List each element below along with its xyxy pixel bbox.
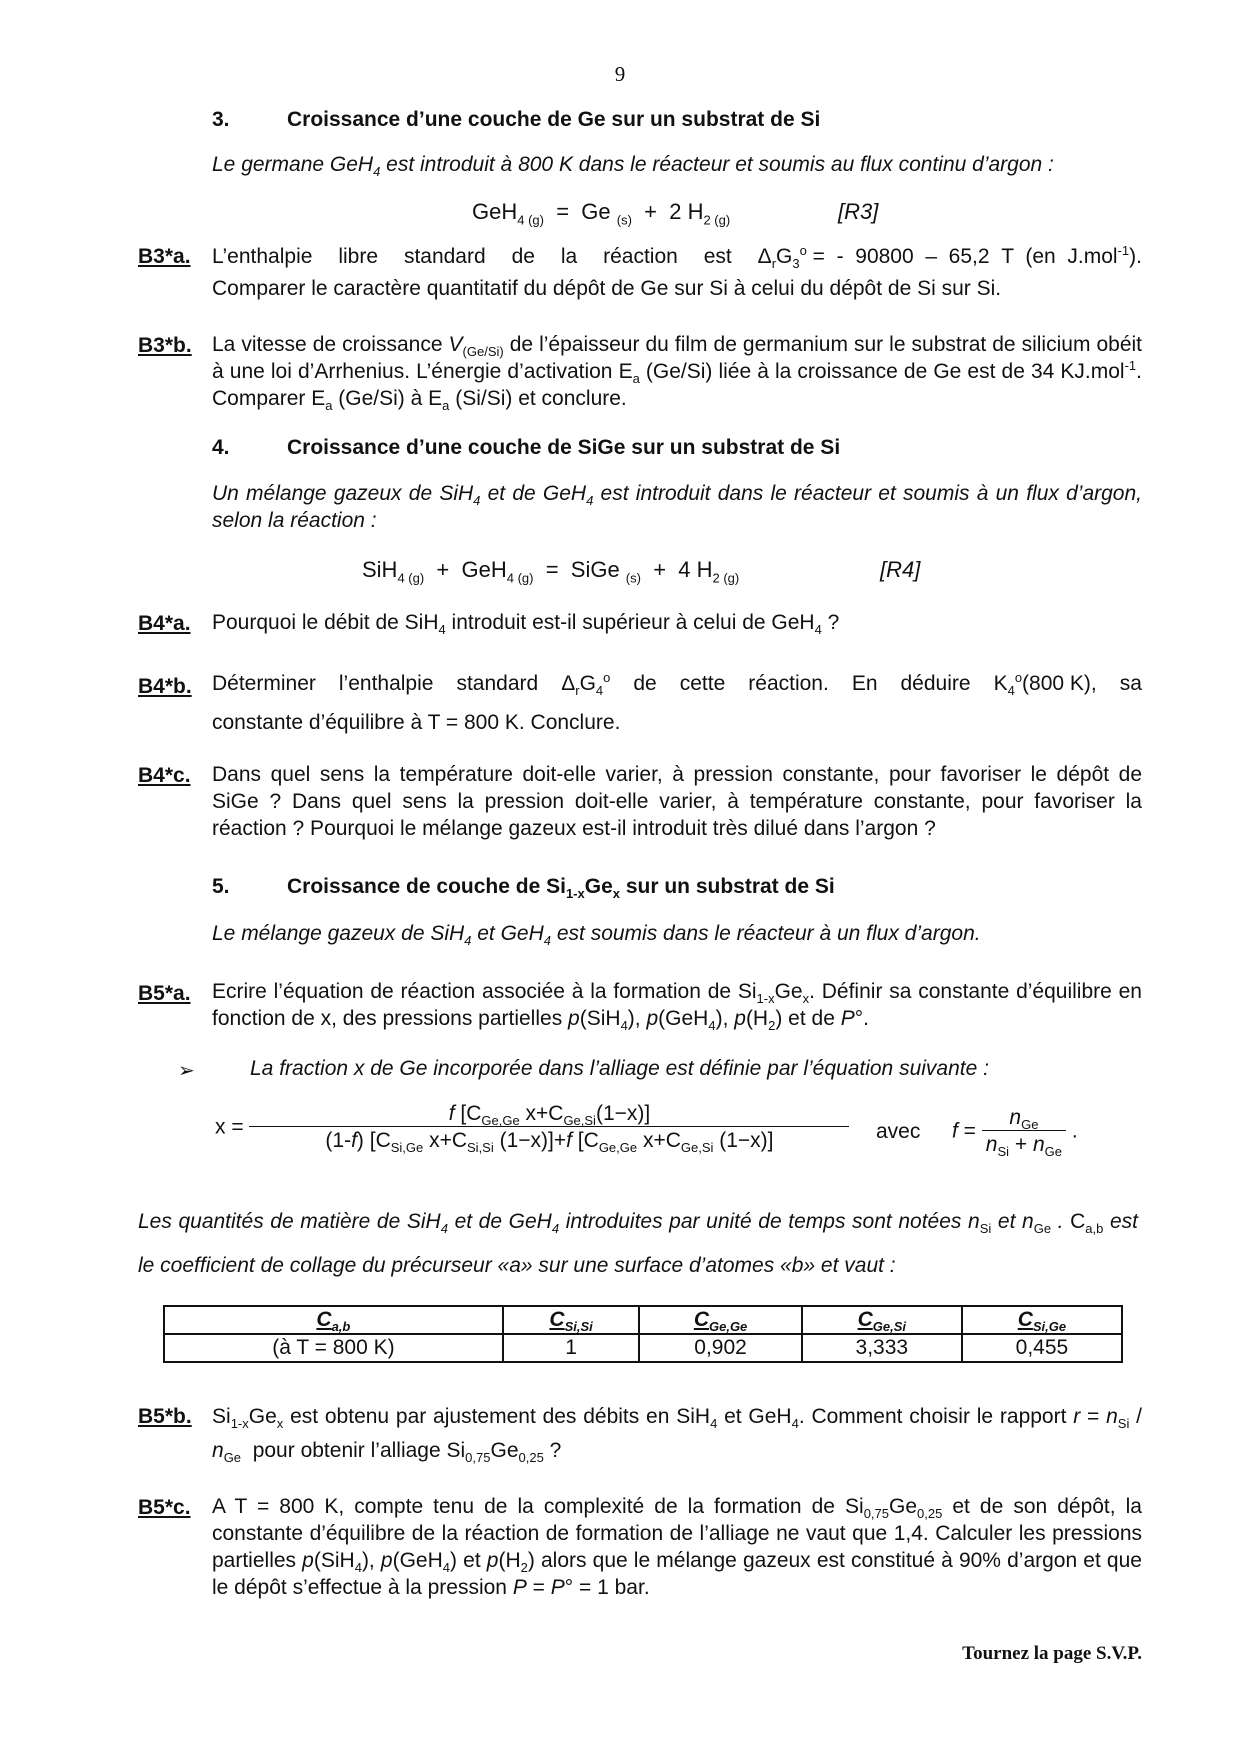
question-b3b-label: B3*b.: [138, 334, 192, 357]
section-title: Croissance d’une couche de SiGe sur un substrat de Si: [287, 436, 841, 459]
question-b4a-label: B4*a.: [138, 612, 191, 635]
question-b5b: $Si_{1-x}Ge_x$ est obtenu par ajustement des débits en SiH$_4$ et GeH$_4$. Comment choisir le rapport $r = n_{Si} / n_{Ge}$ pour obtenir l’alliage $Si_{0,75}Ge_{0,25}$ ?: [212, 1405, 1142, 1466]
table-row: [164, 1334, 1122, 1362]
reaction-r3-label: [R3]: [838, 199, 879, 224]
question-b5c: A T = 800 K, compte tenu de la complexité de la formation de $Si_{0,75}Ge_{0,25}$ et de son dépôt, la constante d’équilibre de la réaction de formation de l’alliage ne vaut que 1,4. Calculer les pressions partielles p(SiH$_4$), p(GeH$_4$) et $p(H_2)$ alors que le mélange gazeux est constitué à 90% d’argon et que le dépôt s’effectue à la pression P = P° = 1 bar.: [212, 1495, 1142, 1599]
question-b5b-label: B5*b.: [138, 1405, 192, 1428]
question-b5a: Ecrire l’équation de réaction associée à la formation de $Si_{1-x}Ge_x$. Définir sa constante d’équilibre en fonction de x, des pressions partielles p(SiH$_4$), p(GeH$_4$), $p(H_2)$ et de P°.: [212, 980, 1142, 1034]
question-b4b-line2: constante d’équilibre à T = 800 K. Conclure.: [212, 711, 621, 734]
bullet-text: La fraction x de Ge incorporée dans l’alliage est définie par l’équation suivante :: [250, 1057, 989, 1080]
page-number: 9: [614, 62, 626, 86]
table-header: $C_{a,b}$: [164, 1306, 503, 1334]
question-b3a: L’enthalpie libre standard de la réaction est $\Delta_rG_3^o$ = - 90800 – 65,2 T (en J.mol$^{-1}$). Comparer le caractère quantitatif du dépôt de Ge sur Si à celui du dépôt de Si sur Si.: [212, 243, 1142, 300]
table-cell: 0,455: [962, 1334, 1122, 1362]
intro-4: Un mélange gazeux de SiH$_4$ et de GeH$_4$ est introduit dans le réacteur et soumis à un flux d’argon, selon la réaction :: [212, 482, 1142, 532]
section-title: Croissance d’une couche de Ge sur un substrat de Si: [287, 108, 821, 131]
avec-label: avec: [876, 1120, 921, 1143]
question-b4a: Pourquoi le débit de SiH$_4$ introduit est-il supérieur à celui de GeH$_4$ ?: [212, 611, 840, 638]
question-b3a-label: B3*a.: [138, 245, 191, 268]
question-b4c-label: B4*c.: [138, 764, 191, 787]
f-definition: f = $\frac{n_{Ge}}{n_{Si} + n_{Ge}}$ .: [952, 1106, 1078, 1160]
reaction-r4: SiH$_{4 (g)}$ + GeH$_{4 (g)}$ = SiGe $_{(s)}$ + 4 $H_{2 (g)}$: [362, 557, 740, 586]
section-number: 5.: [212, 875, 230, 898]
table-cell: 3,333: [802, 1334, 962, 1362]
footer-text: Tournez la page S.V.P.: [962, 1643, 1142, 1664]
table-header-row: [164, 1306, 1122, 1334]
bullet-arrow-icon: ➢: [178, 1060, 195, 1082]
question-b3b: La vitesse de croissance $V_{(Ge/Si)}$ de l’épaisseur du film de germanium sur le substrat de silicium obéit à une loi d’Arrhenius. L’énergie d’activation $E_a$ (Ge/Si) liée à la croissance de Ge est de 34 KJ.mol$^{-1}$. Comparer $E_a$ (Ge/Si) à $E_a$ (Si/Si) et conclure.: [212, 333, 1142, 414]
section-number: 4.: [212, 436, 230, 459]
question-b3a-line2: Comparer le caractère quantitatif du dépôt de Ge sur Si à celui du dépôt de Si sur Si.: [212, 277, 1002, 300]
coefficient-table: [163, 1305, 1123, 1363]
reaction-r3: GeH$_{4 (g)}$ = Ge $_{(s)}$ + 2 $H_{2 (g)}$: [472, 199, 731, 228]
intro-5: Le mélange gazeux de SiH$_4$ et GeH$_4$ est soumis dans le réacteur à un flux d’argon.: [212, 922, 981, 949]
table-header: $C_{Ge,Ge}$: [639, 1306, 801, 1334]
question-b4c: Dans quel sens la température doit-elle varier, à pression constante, pour favoriser le dépôt de SiGe ? Dans quel sens la pression doit-elle varier, à température constante, pour favoriser la réaction ? Pourquoi le mélange gazeux est-il introduit très dilué dans l’argon ?: [212, 763, 1142, 840]
section-number: 3.: [212, 108, 230, 131]
question-b4b: Déterminer l’enthalpie standard $\Delta_rG_4^o$ de cette réaction. En déduire $K_4^o(800$ K), sa constante d’équilibre à T = 800 K. Conclure.: [212, 670, 1142, 734]
table-header: $C_{Ge,Si}$: [802, 1306, 962, 1334]
intro-3: Le germane GeH$_4$ est introduit à 800 K dans le réacteur et soumis au flux continu d’argon :: [212, 153, 1054, 180]
table-header: $C_{Si,Si}$: [503, 1306, 640, 1334]
question-b5a-label: B5*a.: [138, 982, 191, 1005]
table-cell: 1: [503, 1334, 640, 1362]
table-cell: (à T = 800 K): [164, 1334, 503, 1362]
quantities-paragraph: Les quantités de matière de SiH$_4$ et de GeH$_4$ introduites par unité de temps sont notées $n_{Si}$ et $n_{Ge}$ . $C_{a,b}$ est le coefficient de collage du précurseur «a» sur une surface d’atomes «b» et vaut :: [138, 1210, 1138, 1277]
question-b4b-label: B4*b.: [138, 675, 192, 698]
section-title: Croissance de couche de $Si_{1-x}Ge_x$ sur un substrat de Si: [287, 875, 835, 902]
reaction-r4-label: [R4]: [880, 557, 921, 582]
table-cell: 0,902: [639, 1334, 801, 1362]
table-header: $C_{Si,Ge}$: [962, 1306, 1122, 1334]
question-b5c-label: B5*c.: [138, 1496, 191, 1519]
fraction-formula: x = $\frac{f [C_{Ge,Ge} x+C_{Ge,Si}(1-x)]}{(1-f) [C_{Si,Ge} x+C_{Si,Si} (1-x)]+f [C_{Ge,Ge} x+C_{Ge,Si} (1-x)]}$: [215, 1102, 849, 1153]
